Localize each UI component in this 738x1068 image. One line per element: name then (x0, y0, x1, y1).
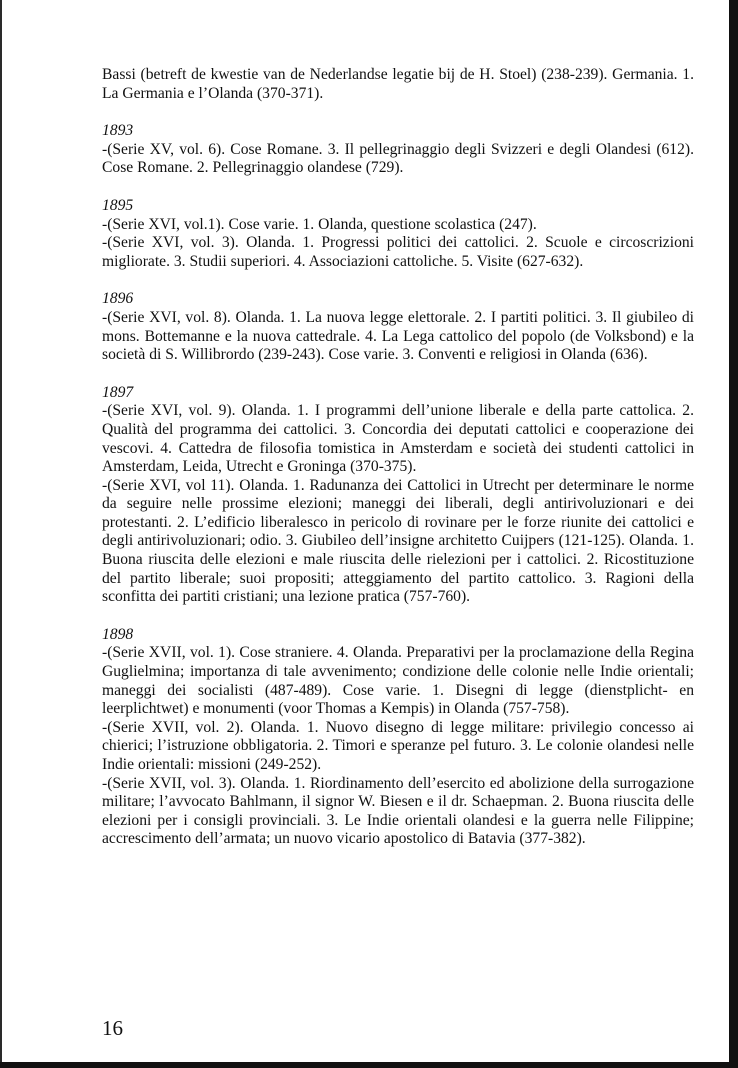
scan-right-edge (729, 0, 738, 1068)
section-1896 (102, 290, 694, 364)
section-1893 (102, 122, 694, 178)
page-body (102, 66, 694, 849)
section-entry: -(Serie XVI, vol. 3). Olanda. 1. Progressi politici dei cattolici. 2. Scuole e circoscrizioni migliorate. 3. Studii superiori. 4. Associazioni cattoliche. 5. Visite (627-632). (102, 234, 694, 270)
section-year: 1896 (102, 290, 134, 308)
page-number: 16 (102, 1016, 123, 1040)
section-entry: -(Serie XVII, vol. 1). Cose straniere. 4. Olanda. Preparativi per la proclamazione della Regina Guglielmina; importanza di tale avvenimento; condizione delle colonie nelle Indie orientali; maneggi dei socialisti (487-489). Cose varie. 1. Disegni di legge (dienstplicht- en leerplichtwet) e monumenti (voor Thomas a Kempis) in Olanda (757-758). (102, 644, 694, 718)
section-entry: -(Serie XVII, vol. 3). Olanda. 1. Riordinamento dell’esercito ed abolizione della surrogazione militare; l’avvocato Bahlmann, il signor W. Biesen e il dr. Schaepman. 2. Buona riuscita delle elezioni per i consigli provinciali. 3. Le Indie orientali olandesi e la guerra nelle Filippine; accrescimento dell’armata; un nuovo vicario apostolico di Batavia (377-382). (102, 774, 694, 848)
section-1895 (102, 197, 694, 271)
section-entry: -(Serie XVI, vol 11). Olanda. 1. Radunanza dei Cattolici in Utrecht per determinare le norme da seguire nelle prossime elezioni; maneggi dei liberali, degli antirivoluzionari e dei protestanti. 2. L’edificio liberalesco in pericolo di rovinare per le forze riunite dei cattolici e degli antirivoluzionari; odio. 3. Giubileo dell’insigne architetto Cuijpers (121-125). Olanda. 1. Buona riuscita delle elezioni e male riuscita delle rielezioni per i cattolici. 2. Ricostituzione del partito liberale; suoi propositi; atteggiamento del partito cattolico. 3. Ragioni della sconfitta dei partiti cristiani; una lezione pratica (757-760). (102, 476, 694, 606)
section-1898 (102, 626, 694, 849)
scan-bottom-edge (0, 1062, 738, 1068)
section-entry: -(Serie XVI, vol. 8). Olanda. 1. La nuova legge elettorale. 2. I partiti politici. 3. Il giubileo di mons. Bottemanne e la nuova cattedrale. 4. La Lega cattolico del popolo (de Volksbond) e la società di S. Willibrordo (239-243). Cose varie. 3. Conventi e religiosi in Olanda (636). (102, 308, 694, 364)
section-year: 1898 (102, 625, 134, 643)
section-entry: -(Serie XVI, vol.1). Cose varie. 1. Olanda, questione scolastica (247). (102, 215, 537, 233)
section-entry: -(Serie XVII, vol. 2). Olanda. 1. Nuovo disegno di legge militare: privilegio concesso ai chierici; l’istruzione obbligatoria. 2. Timori e speranze pel futuro. 3. Le colonie olandesi nelle Indie orientali: missioni (249-252). (102, 718, 694, 773)
intro-paragraph: Bassi (betreft de kwestie van de Nederlandse legatie bij de H. Stoel) (238-239). Germania. 1. La Germania e l’Olanda (370-371). (102, 66, 694, 102)
section-entry: -(Serie XVI, vol. 9). Olanda. 1. I programmi dell’unione liberale e della parte cattolica. 2. Qualità del programma dei cattolici. 3. Concordia dei deputati cattolici e cooperazione dei vescovi. 4. Cattedra de filosofia tomistica in Amsterdam e società dei studenti cattolici in Amsterdam, Leida, Utrecht e Groninga (370-375). (102, 402, 694, 476)
scan-left-edge (0, 0, 2, 1068)
section-year: 1893 (102, 122, 134, 140)
section-entry: -(Serie XV, vol. 6). Cose Romane. 3. Il pellegrinaggio degli Svizzeri e degli Olandesi (612). Cose Romane. 2. Pellegrinaggio olandese (729). (102, 140, 694, 177)
section-year: 1895 (102, 196, 134, 214)
section-year: 1897 (102, 383, 134, 401)
section-1897 (102, 384, 694, 607)
